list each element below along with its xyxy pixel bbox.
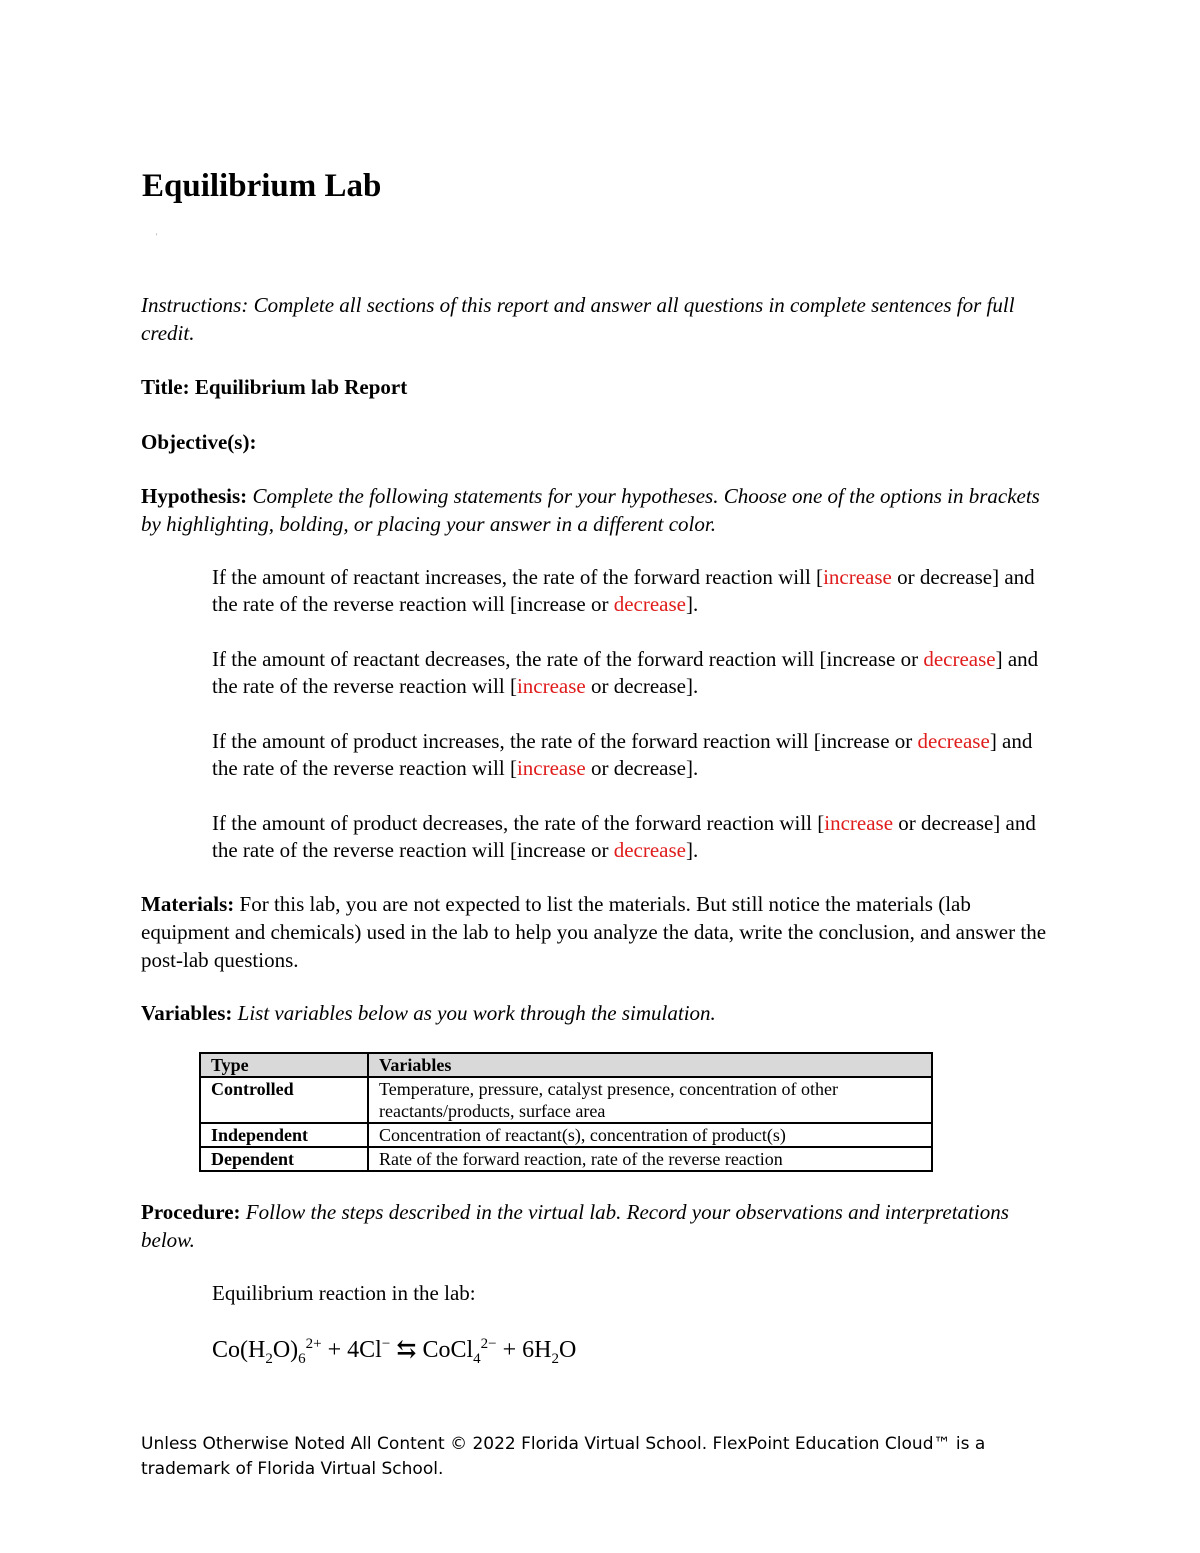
statement-text: or decrease]. [585,674,699,698]
eq-superscript: − [381,1336,391,1352]
eq-superscript: 2+ [305,1336,322,1352]
variables-table [199,1052,933,1172]
eq-superscript: 2− [480,1336,497,1352]
statement-text: If the amount of reactant increases, the rate of the forward reaction will [ [212,565,824,589]
selected-answer: increase [824,811,894,835]
hypothesis-label: Hypothesis: [141,484,248,508]
eq-part: Co(H [212,1337,266,1363]
statement-text: ]. [686,838,699,862]
statement-text: ] and the rate of the reverse reaction will [ [212,647,1039,698]
report-title-label: Title: [141,375,190,399]
selected-answer: decrease [923,647,996,671]
procedure-text: Follow the steps described in the virtual lab. Record your observations and interpretations below. [141,1200,1009,1252]
table-cell-variables: Concentration of reactant(s), concentration of product(s) [368,1123,932,1147]
eq-subscript: 2 [551,1350,559,1367]
materials-section [141,890,1061,974]
procedure-section [141,1198,1061,1254]
statement-text: If the amount of product increases, the rate of the forward reaction will [increase or [212,729,918,753]
hypothesis-statement [212,564,1052,618]
hypothesis-section [141,482,1061,538]
materials-text: For this lab, you are not expected to list the materials. But still notice the materials (lab equipment and chemicals) used in the lab to help you analyze the data, write the conclusion, and answer the post-lab questions. [141,892,1047,972]
equilibrium-arrow-icon: ⇆ [390,1337,423,1363]
table-cell-type: Controlled [200,1077,368,1123]
page-title: Equilibrium Lab [142,168,382,204]
hypothesis-statement [212,728,1052,782]
equilibrium-reaction-label: Equilibrium reaction in the lab: [212,1281,476,1305]
eq-part: O) [272,1337,299,1363]
tick-mark: ' [156,232,158,241]
report-title-value: Equilibrium lab Report [194,375,408,399]
materials-label: Materials: [141,892,235,916]
procedure-label: Procedure: [141,1200,241,1224]
table-row [200,1077,932,1123]
variables-section [141,999,1061,1027]
statement-text: or decrease]. [585,756,699,780]
objectives-label: Objective(s): [141,430,257,454]
selected-answer: decrease [613,838,686,862]
eq-part: + 6H [496,1337,552,1363]
instructions-text: Instructions: Complete all sections of this report and answer all questions in complete sentences for full credit. [141,293,1015,345]
selected-answer: decrease [613,592,686,616]
table-header-cell: Variables [368,1053,932,1077]
statement-text: or decrease] and the rate of the reverse reaction will [increase or [212,565,1035,616]
statement-text: ]. [686,592,699,616]
hypothesis-text: Complete the following statements for your hypotheses. Choose one of the options in brackets by highlighting, bolding, or placing your answer in a different color. [141,484,1040,536]
table-row [200,1147,932,1171]
eq-subscript: 6 [298,1350,306,1367]
hypothesis-statement [212,646,1052,700]
variables-text: List variables below as you work through the simulation. [237,1001,716,1025]
eq-part: + 4Cl [321,1337,382,1363]
statement-text: If the amount of reactant decreases, the rate of the forward reaction will [increase or [212,647,924,671]
selected-answer: decrease [917,729,990,753]
statement-text: or decrease] and the rate of the reverse reaction will [increase or [212,811,1036,862]
table-cell-variables: Temperature, pressure, catalyst presence, concentration of other reactants/products, surface area [368,1077,932,1123]
selected-answer: increase [823,565,892,589]
eq-subscript: 2 [265,1350,273,1367]
chemical-equation [212,1334,576,1368]
table-cell-type: Dependent [200,1147,368,1171]
footer-copyright: Unless Otherwise Noted All Content © 2022 Florida Virtual School. FlexPoint Education Cloud™ is a trademark of Florida Virtual School. [141,1434,986,1479]
variables-label: Variables: [141,1001,233,1025]
report-title-line [141,373,1061,401]
selected-answer: increase [516,756,586,780]
hypothesis-statement [212,810,1052,864]
table-cell-type: Independent [200,1123,368,1147]
table-row [200,1123,932,1147]
statement-text: If the amount of product decreases, the rate of the forward reaction will [ [212,811,825,835]
table-header-row [200,1053,932,1077]
selected-answer: increase [516,674,586,698]
eq-subscript: 4 [473,1350,481,1367]
eq-part: CoCl [422,1337,474,1363]
eq-part: O [558,1337,577,1363]
table-cell-variables: Rate of the forward reaction, rate of the reverse reaction [368,1147,932,1171]
table-header-cell: Type [200,1053,368,1077]
statement-text: ] and the rate of the reverse reaction will [ [212,729,1033,780]
